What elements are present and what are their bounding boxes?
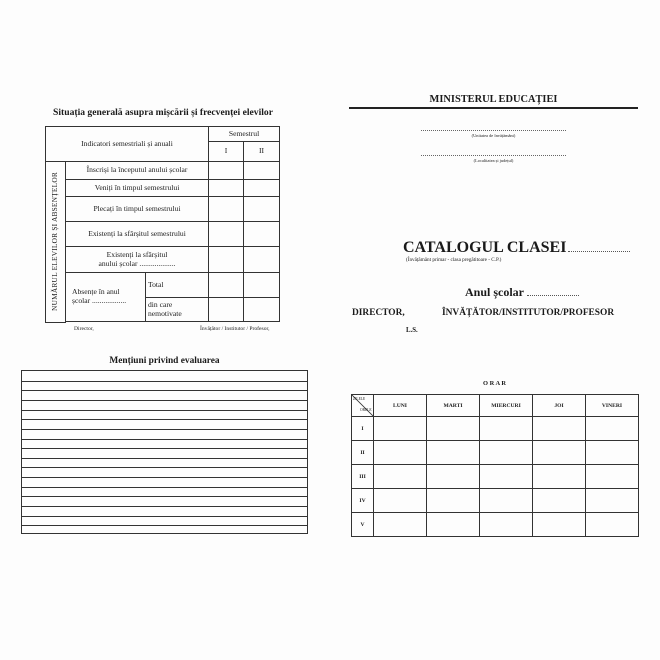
schedule-cell[interactable] [586, 513, 639, 537]
hour-label: IV [352, 489, 374, 513]
schedule-cell[interactable] [586, 489, 639, 513]
row-inscrisi: Înscriși la începutul anului școlar [66, 162, 209, 180]
ruled-line [22, 439, 307, 440]
vertical-label-cell [46, 162, 66, 323]
ls-label: L.S. [406, 327, 418, 334]
cell-input[interactable] [244, 247, 280, 273]
schedule-cell[interactable] [586, 417, 639, 441]
corner-cell [352, 395, 374, 417]
ruled-line [22, 419, 307, 420]
schedule-cell[interactable] [427, 465, 480, 489]
stats-title: Situația generală asupra mișcării și frecvenței elevilor [53, 107, 273, 118]
schedule-cell[interactable] [533, 489, 586, 513]
hour-label: II [352, 441, 374, 465]
ruled-line [22, 390, 307, 391]
day-header: MARTI [427, 395, 480, 417]
cell-input[interactable] [209, 247, 244, 273]
ruled-line [22, 381, 307, 382]
cell-input[interactable] [209, 197, 244, 222]
vertical-label: NUMĂRUL ELEVILOR ȘI ABSENȚELOR [50, 172, 60, 312]
hour-label: III [352, 465, 374, 489]
catalog-class-line[interactable] [568, 250, 630, 252]
day-header: JOI [533, 395, 586, 417]
invatator-label: ÎNVĂȚĂTOR/INSTITUTOR/PROFESOR [442, 308, 615, 318]
day-header: MIERCURI [480, 395, 533, 417]
row-absente [66, 273, 146, 322]
row-existenti-an-line1: Existenți la sfârșitul [106, 249, 168, 259]
anul-scolar [465, 285, 579, 300]
ruled-line [22, 467, 307, 468]
catalog-title-text: CATALOGUL CLASEI [403, 239, 567, 256]
catalog-subtitle: (Învățământ primar - clasa pregătitoare - C.P.) [406, 257, 502, 263]
catalog-title [403, 239, 630, 257]
row-plecati: Plecați în timpul semestrului [66, 197, 209, 222]
ruled-line [22, 429, 307, 430]
row-total: Total [146, 273, 209, 298]
cell-input[interactable] [244, 222, 280, 247]
schedule-cell[interactable] [374, 465, 427, 489]
director-label: DIRECTOR, [352, 308, 405, 318]
header-semestrul: Semestrul [209, 127, 280, 142]
cell-input[interactable] [244, 273, 280, 298]
schedule-cell[interactable] [586, 441, 639, 465]
schedule-cell[interactable] [374, 417, 427, 441]
orar-title: O R A R [483, 380, 506, 387]
anul-scolar-label: Anul școlar [465, 285, 525, 299]
cell-input[interactable] [244, 162, 280, 180]
ministry-rule [349, 107, 638, 109]
ruled-line [22, 477, 307, 478]
header-indicatori: Indicatori semestriali și anuali [46, 127, 209, 162]
stats-table [45, 126, 280, 323]
ruled-line [22, 458, 307, 459]
schedule-cell[interactable] [480, 441, 533, 465]
row-absente-line1: Absențe în anul [72, 287, 120, 297]
schedule-cell[interactable] [480, 465, 533, 489]
row-existenti-an-line2: anului școlar ................... [98, 258, 176, 268]
corner-orele: ORELE [360, 408, 372, 412]
hour-label: V [352, 513, 374, 537]
ruled-line [22, 506, 307, 507]
schedule-cell[interactable] [533, 465, 586, 489]
schedule-cell[interactable] [427, 513, 480, 537]
cell-input[interactable] [209, 180, 244, 197]
row-existenti-sem: Existenți la sfârșitul semestrului [66, 222, 209, 247]
header-sem-i: I [209, 142, 244, 162]
cell-input[interactable] [209, 273, 244, 298]
cell-input[interactable] [209, 298, 244, 322]
unit-line[interactable] [421, 130, 566, 131]
ruled-line [22, 487, 307, 488]
row-absente-line2: școlar .................. [72, 296, 127, 305]
cell-input[interactable] [209, 162, 244, 180]
unit-caption: (Unitatea de învățământ) [471, 133, 516, 138]
hour-label: I [352, 417, 374, 441]
day-header: VINERI [586, 395, 639, 417]
schedule-cell[interactable] [427, 417, 480, 441]
schedule-cell[interactable] [374, 441, 427, 465]
ruled-line [22, 400, 307, 401]
schedule-cell[interactable] [480, 513, 533, 537]
ruled-line [22, 448, 307, 449]
schedule-cell[interactable] [533, 513, 586, 537]
ministry-title: MINISTERUL EDUCAȚIEI [429, 94, 558, 105]
schedule-cell[interactable] [374, 489, 427, 513]
sig-director: Director, [74, 326, 94, 332]
ruled-line [22, 516, 307, 517]
row-veniti: Veniți în timpul semestrului [66, 180, 209, 197]
row-nemotivate: din care nemotivate [146, 298, 209, 322]
ruled-line [22, 525, 307, 526]
corner-zilele: ZILELE [353, 397, 366, 401]
locality-caption: (Localitatea și județul) [473, 158, 514, 163]
schedule-cell[interactable] [480, 417, 533, 441]
schedule-table [351, 394, 639, 537]
cell-input[interactable] [244, 180, 280, 197]
cell-input[interactable] [244, 298, 280, 322]
day-header: LUNI [374, 395, 427, 417]
row-existenti-an [66, 247, 209, 273]
schedule-cell[interactable] [427, 489, 480, 513]
cell-input[interactable] [209, 222, 244, 247]
schedule-cell[interactable] [374, 513, 427, 537]
evaluation-lines[interactable] [21, 370, 308, 534]
anul-scolar-line[interactable] [527, 294, 579, 296]
ruled-line [22, 496, 307, 497]
header-sem-ii: II [244, 142, 280, 162]
ruled-line [22, 410, 307, 411]
cell-input[interactable] [244, 197, 280, 222]
sig-invatator: Învățător / Institutor / Profesor, [200, 326, 270, 332]
schedule-cell[interactable] [533, 417, 586, 441]
locality-line[interactable] [421, 155, 566, 156]
schedule-cell[interactable] [533, 441, 586, 465]
evaluation-title: Mențiuni privind evaluarea [109, 356, 220, 366]
schedule-cell[interactable] [480, 489, 533, 513]
schedule-cell[interactable] [586, 465, 639, 489]
schedule-cell[interactable] [427, 441, 480, 465]
